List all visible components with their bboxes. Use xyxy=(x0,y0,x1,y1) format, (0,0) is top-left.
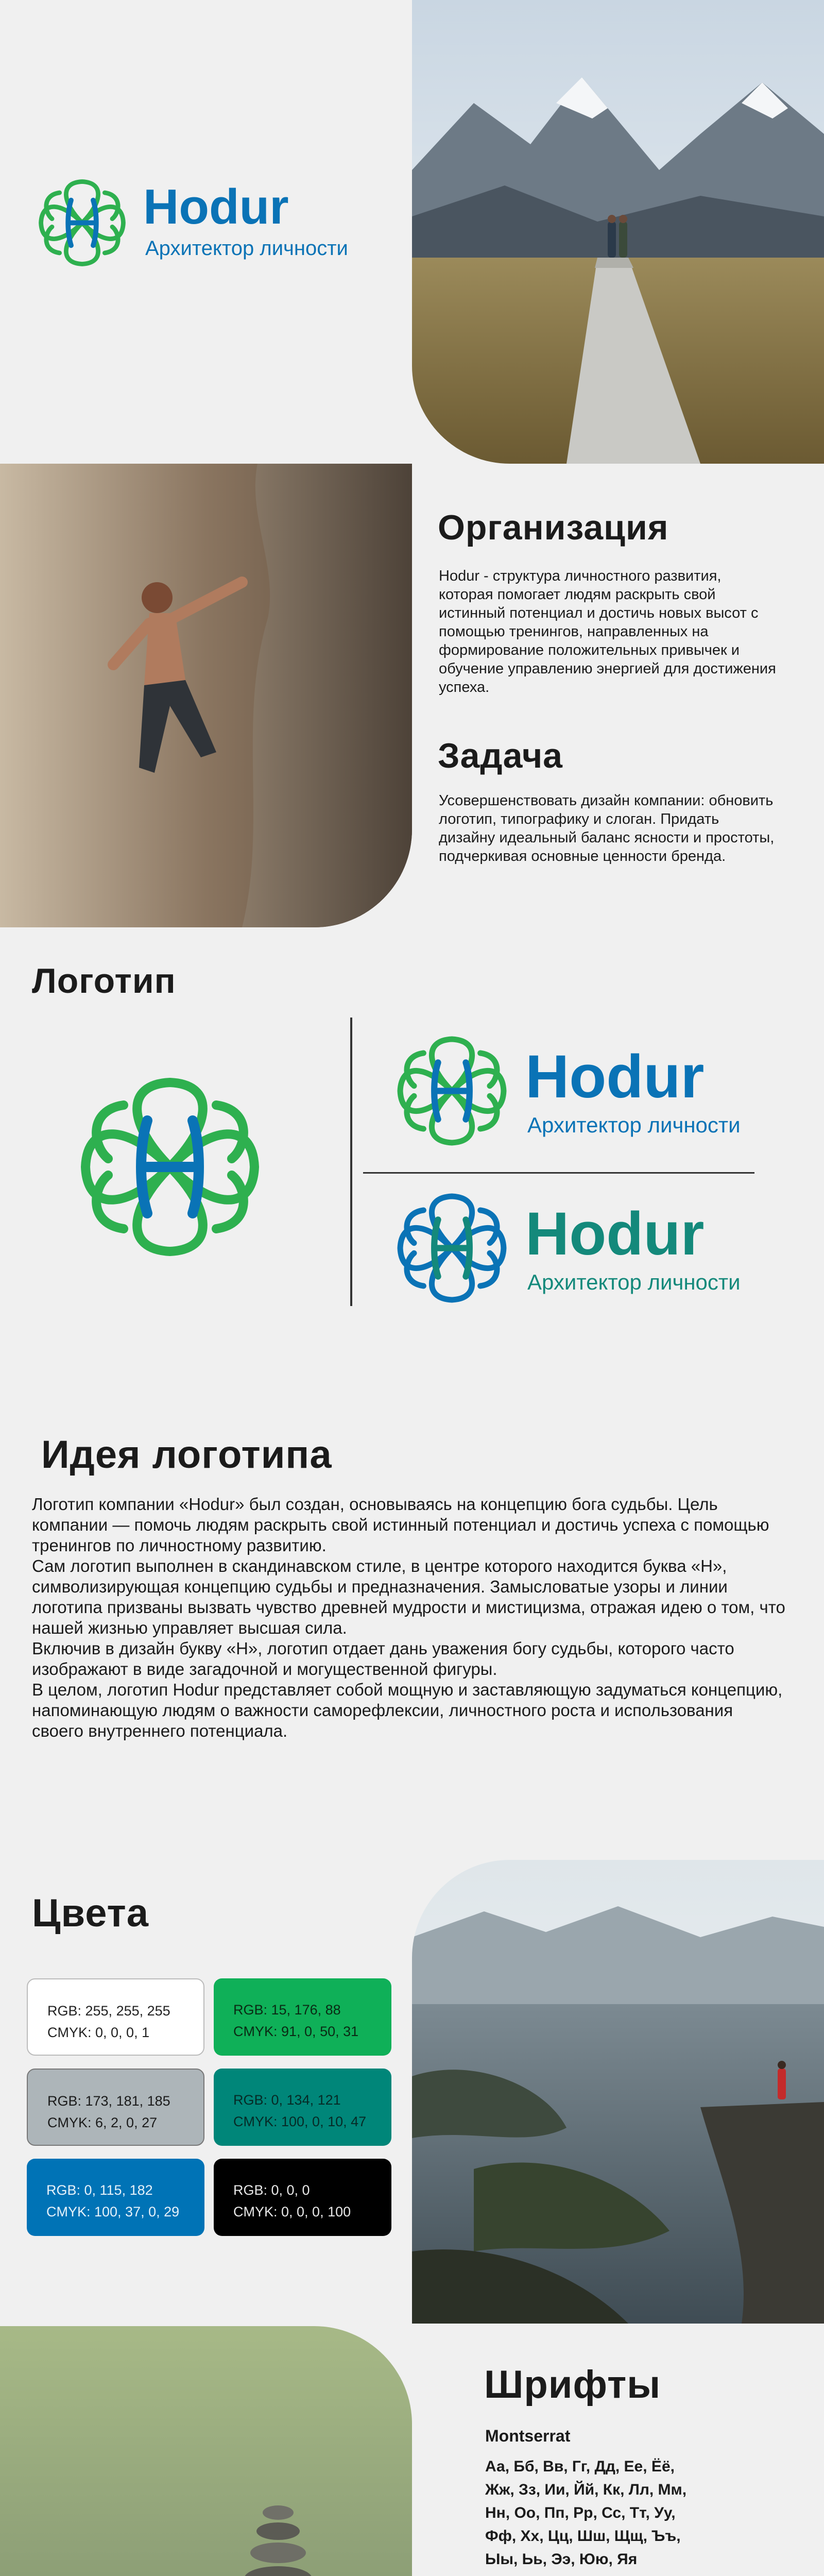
hero-mountain-photo xyxy=(412,0,824,464)
font-bold-line: Жж, Зз, Ии, Йй, Кк, Лл, Мм, xyxy=(485,2481,687,2498)
fonts-section xyxy=(0,2326,824,2576)
logo-title: Логотип xyxy=(32,961,176,1001)
stones-photo xyxy=(0,2326,412,2576)
font-bold-sample xyxy=(485,2455,763,2571)
color-swatch-black xyxy=(214,2159,391,2236)
swatch-cmyk: CMYK: 6, 2, 0, 27 xyxy=(47,2115,158,2130)
swatch-cmyk: CMYK: 100, 0, 10, 47 xyxy=(233,2114,367,2129)
swatch-cmyk: CMYK: 0, 0, 0, 100 xyxy=(233,2204,351,2219)
swatch-rgb: RGB: 0, 134, 121 xyxy=(233,2092,341,2108)
color-swatch-blue xyxy=(27,2159,204,2236)
logo-variant-green-tagline: Архитектор личности xyxy=(527,1113,741,1137)
climber-photo xyxy=(0,464,412,927)
font-bold-line: Фф, Хх, Цц, Шш, Щщ, Ъъ, xyxy=(485,2528,681,2545)
colors-section xyxy=(0,1860,824,2326)
logo-idea-paragraph: Логотип компании «Hodur» был создан, основываясь на концепцию бога судьбы. Цель компании — помочь людям раскрыть свой истинный потенциал и достичь успеха с помощью тренингов по личностному развитию. xyxy=(32,1495,769,1555)
logo-variant-teal-tagline: Архитектор личности xyxy=(527,1270,741,1294)
organization-section xyxy=(0,464,824,930)
swatch-cmyk: CMYK: 91, 0, 50, 31 xyxy=(233,2024,359,2039)
brand-name: Hodur xyxy=(143,179,289,234)
logo-variant-green-icon xyxy=(389,1028,515,1154)
logo-variant-teal-name: Hodur xyxy=(525,1200,705,1268)
brand-logo-icon xyxy=(32,173,132,273)
vertical-divider xyxy=(350,1018,352,1306)
logo-mark-icon xyxy=(67,1064,273,1270)
logo-idea-paragraph: В целом, логотип Hodur представляет собой мощную и заставляющую задуматься концепцию, напоминающую людям о важности саморефлексии, личностного роста и использования своего внутреннего потенциала. xyxy=(32,1680,783,1740)
organization-title: Организация xyxy=(438,508,669,547)
logo-variant-blue-icon xyxy=(389,1185,515,1311)
swatch-rgb: RGB: 0, 115, 182 xyxy=(46,2182,153,2198)
swatch-rgb: RGB: 255, 255, 255 xyxy=(47,2003,170,2019)
logo-section xyxy=(0,930,824,1396)
swatch-cmyk: CMYK: 100, 37, 0, 29 xyxy=(46,2204,180,2219)
fjord-photo xyxy=(412,1860,824,2324)
logo-idea-title: Идея логотипа xyxy=(41,1433,332,1477)
logo-idea-paragraph: Включив в дизайн букву «Н», логотип отдает дань уважения богу судьбы, которого часто изображают в виде загадочной и могущественной фигуры. xyxy=(32,1639,734,1679)
font-bold-line: Аа, Бб, Вв, Гг, Дд, Ее, Ёё, xyxy=(485,2458,675,2475)
colors-title: Цвета xyxy=(32,1891,149,1935)
swatch-rgb: RGB: 0, 0, 0 xyxy=(233,2182,310,2198)
logo-idea-paragraph: Сам логотип выполнен в скандинавском стиле, в центре которого находится буква «Н», символизирующая концепцию судьбы и предназначения. Замысловатые узоры и линии логотипа призваны вызвать чувство древней мудрости и мистицизма, отражая идею о том, что нашей жизнью управляет высшая сила. xyxy=(32,1556,785,1637)
swatch-rgb: RGB: 173, 181, 185 xyxy=(47,2093,170,2109)
logo-variant-green-name: Hodur xyxy=(525,1043,705,1111)
logo-idea-section xyxy=(0,1396,824,1860)
brand-tagline: Архитектор личности xyxy=(145,237,348,260)
color-swatch-white xyxy=(27,1978,204,2056)
swatch-rgb: RGB: 15, 176, 88 xyxy=(233,2002,341,2018)
color-swatch-green xyxy=(214,1978,391,2056)
horizontal-divider xyxy=(363,1172,754,1174)
fonts-title: Шрифты xyxy=(484,2363,661,2406)
font-bold-line: Нн, Оо, Пп, Рр, Сс, Тт, Уу, xyxy=(485,2504,676,2521)
font-bold-line: Ыы, Ьь, Ээ, Юю, Яя xyxy=(485,2551,638,2568)
swatch-cmyk: CMYK: 0, 0, 0, 1 xyxy=(47,2025,150,2040)
task-title: Задача xyxy=(438,736,563,775)
color-swatch-gray xyxy=(27,2069,204,2146)
font-bold-name: Montserrat xyxy=(485,2427,571,2445)
color-swatch-teal xyxy=(214,2069,391,2146)
logo-idea-text xyxy=(32,1494,789,1741)
organization-text: Hodur - структура личностного развития, которая помогает людям раскрыть свой истинный потенциал и достичь новых высот с помощью тренингов, направленных на формирование положительных привычек и обучение управлению энергией для достижения успеха. xyxy=(439,568,776,696)
task-text: Усовершенствовать дизайн компании: обновить логотип, типографику и слоган. Придать дизайну идеальный баланс ясности и простоты, подчеркивая основные ценности бренда. xyxy=(439,792,775,865)
hero-section xyxy=(0,0,824,464)
